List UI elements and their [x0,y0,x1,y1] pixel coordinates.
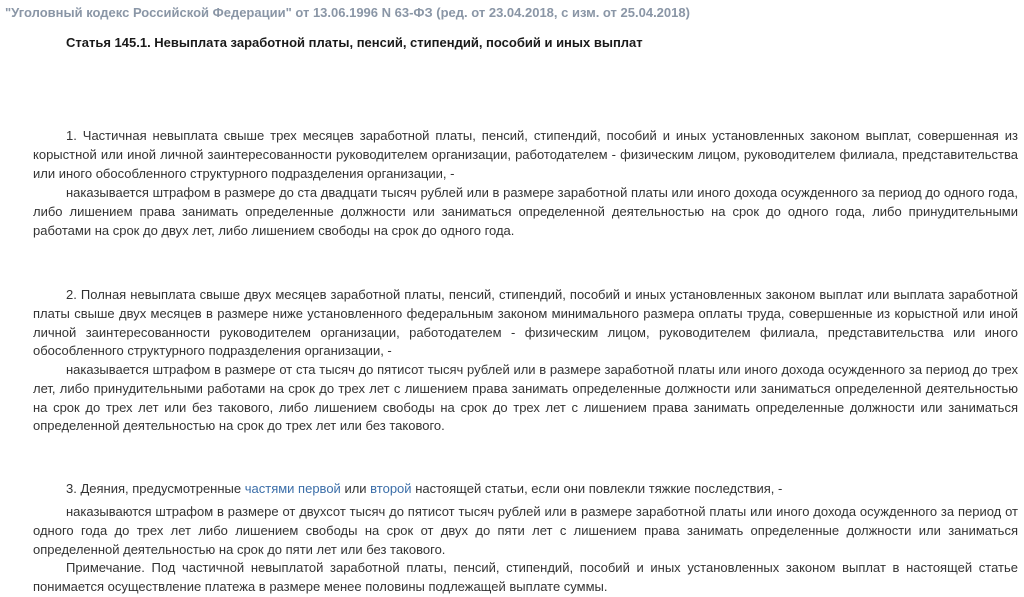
part-2-text: 2. Полная невыплата свыше двух месяцев заработной платы, пенсий, стипендий, пособий и иных установленных законом выплат или выплата заработной платы свыше двух месяцев в размере ниже установленного федеральным законом минимального размера оплаты труда, совершенные из корыстной или иной личной заинтересованности руководителем организации, работодателем - физическим лицом, руководителем филиала, представительства или иного обособленного структурного подразделения организации, - [33,287,1018,359]
link-part-one[interactable]: частями первой [244,481,341,496]
article-note: Примечание. Под частичной невыплатой заработной платы, пенсий, стипендий, пособий и иных установленных законом выплат в настоящей статье понимается осуществление платежа в размере менее половины подлежащей выплате суммы. [33,560,1018,594]
part-3-prefix: 3. Деяния, предусмотренные [66,481,242,496]
part-1-text: 1. Частичная невыплата свыше трех месяцев заработной платы, пенсий, стипендий, пособий и иных установленных законом выплат, совершенная из корыстной или иной личной заинтересованности руководителем организации, работодателем - физическим лицом, руководителем филиала, представительства или иного обособленного структурного подразделения организации, - [33,128,1018,181]
part-3-suffix: настоящей статьи, если они повлекли тяжкие последствия, - [415,481,783,496]
part-3-mid: или [344,481,367,496]
document-source-title: "Уголовный кодекс Российской Федерации" от 13.06.1996 N 63-ФЗ (ред. от 23.04.2018, с изм. от 25.04.2018) [5,5,690,20]
part-2-penalty: наказывается штрафом в размере от ста тысяч до пятисот тысяч рублей или в размере заработной платы или иного дохода осужденного за период до трех лет, либо принудительными работами на срок до трех лет с лишением права занимать определенные должности или заниматься определенной деятельностью на срок до трех лет или без такового, либо лишением свободы на срок до трех лет с лишением права занимать определенные должности или заниматься определенной деятельностью на срок до трех лет или без такового. [33,362,1018,434]
link-part-two[interactable]: второй [370,481,412,496]
part-1-penalty: наказывается штрафом в размере до ста двадцати тысяч рублей или в размере заработной платы или иного дохода осужденного за период до одного года, либо лишением права занимать определенные должности или заниматься определенной деятельностью на срок до одного года, либо принудительными работами на срок до двух лет, либо лишением свободы на срок до одного года. [33,185,1018,238]
article-title: Статья 145.1. Невыплата заработной платы, пенсий, стипендий, пособий и иных выплат [66,35,643,50]
part-3-text [33,480,1018,499]
part-3-penalty: наказываются штрафом в размере от двухсот тысяч до пятисот тысяч рублей или в размере заработной платы или иного дохода осужденного за период от одного года до трех лет либо лишением свободы на срок от двух до пяти лет с лишением права занимать определенные должности или заниматься определенной деятельностью на срок до пяти лет или без такового. [33,504,1018,557]
